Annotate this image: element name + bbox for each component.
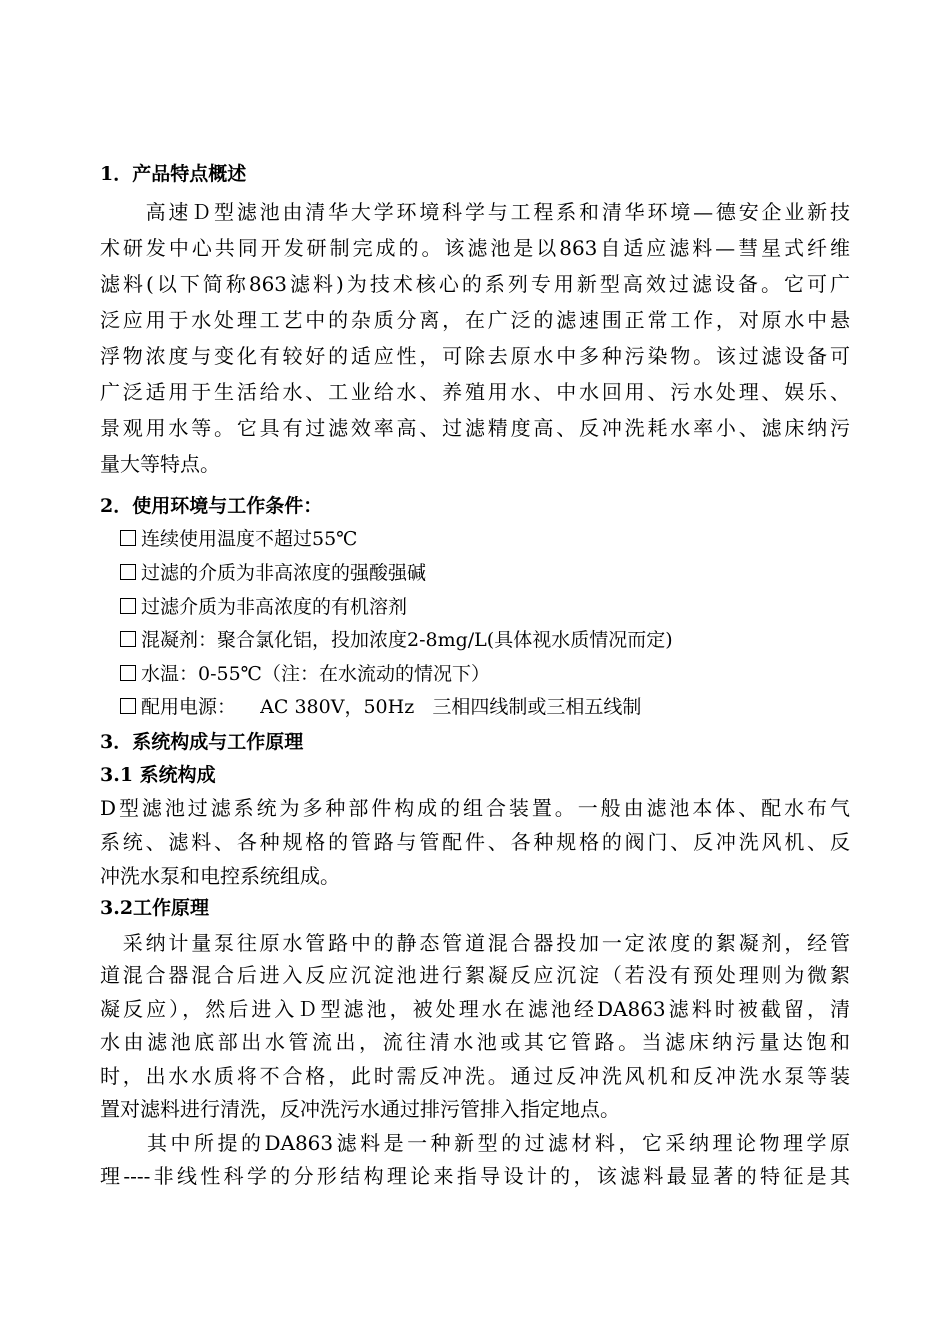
section-3-2-line-4: 水由滤池底部出水管流出，流往清水池或其它管路。当滤床纳污量达饱和 xyxy=(100,1030,850,1054)
section-3-2-line-5: 时，出水水质将不合格，此时需反冲洗。通过反冲洗风机和反冲洗水泵等装 xyxy=(100,1064,850,1088)
section-3-2-line-3: 凝反应），然后进入Ｄ型滤池，被处理水在滤池经DA863滤料时被截留，清 xyxy=(100,997,850,1021)
section-1-line-6: 广泛适用于生活给水、工业给水、养殖用水、中水回用、污水处理、娱乐、 xyxy=(100,380,850,404)
condition-item: 过滤的介质为非高浓度的强酸强碱 xyxy=(120,561,426,585)
section-3-1-line-2: 系统、滤料、各种规格的管路与管配件、各种规格的阀门、反冲洗风机、反 xyxy=(100,830,850,854)
section-1-line-2: 术研发中心共同开发研制完成的。该滤池是以863自适应滤料—彗星式纤维 xyxy=(100,236,850,260)
checkbox-icon xyxy=(120,698,136,714)
section-1-line-8: 量大等特点。 xyxy=(100,452,220,476)
condition-item: 混凝剂：聚合氯化铝，投加浓度2-8mg/L(具体视水质情况而定) xyxy=(120,628,673,652)
section-3-heading: 3．系统构成与工作原理 xyxy=(100,731,304,753)
condition-item: 连续使用温度不超过55℃ xyxy=(120,527,357,551)
condition-item: 配用电源： AC 380V，50Hz 三相四线制或三相五线制 xyxy=(120,695,641,719)
section-1-line-1: 高速Ｄ型滤池由清华大学环境科学与工程系和清华环境—德安企业新技 xyxy=(100,200,850,224)
section-3-1-line-1: D型滤池过滤系统为多种部件构成的组合装置。一般由滤池本体、配水布气 xyxy=(100,796,850,820)
checkbox-icon xyxy=(120,598,136,614)
section-3-2-line-6: 置对滤料进行清洗，反冲洗污水通过排污管排入指定地点。 xyxy=(100,1097,620,1121)
section-1-line-7: 景观用水等。它具有过滤效率高、过滤精度高、反冲洗耗水率小、滤床纳污 xyxy=(100,416,850,440)
section-3-1-heading: 3.1 系统构成 xyxy=(100,764,216,786)
checkbox-icon xyxy=(120,564,136,580)
checkbox-icon xyxy=(120,530,136,546)
section-3-2-line-8: 理----非线性科学的分形结构理论来指导设计的，该滤料最显著的特征是其 xyxy=(100,1164,850,1188)
section-3-2-line-7: 其中所提的DA863滤料是一种新型的过滤材料，它采纳理论物理学原 xyxy=(100,1131,850,1155)
section-1-heading: 1．产品特点概述 xyxy=(100,163,247,185)
section-1-line-5: 浮物浓度与变化有较好的适应性，可除去原水中多种污染物。该过滤设备可 xyxy=(100,344,850,368)
condition-item: 水温：0-55℃（注：在水流动的情况下） xyxy=(120,662,490,686)
section-3-2-heading: 3.2工作原理 xyxy=(100,897,210,919)
section-1-line-3: 滤料(以下简称863滤料)为技术核心的系列专用新型高效过滤设备。它可广 xyxy=(100,272,850,296)
checkbox-icon xyxy=(120,631,136,647)
checkbox-icon xyxy=(120,665,136,681)
section-3-2-line-1: 采纳计量泵往原水管路中的静态管道混合器投加一定浓度的絮凝剂，经管 xyxy=(100,931,850,955)
section-3-2-line-2: 道混合器混合后进入反应沉淀池进行絮凝反应沉淀（若没有预处理则为微絮 xyxy=(100,963,850,987)
section-2-heading: 2．使用环境与工作条件： xyxy=(100,495,323,517)
condition-item: 过滤介质为非高浓度的有机溶剂 xyxy=(120,595,407,619)
section-3-1-line-3: 冲洗水泵和电控系统组成。 xyxy=(100,864,340,888)
section-1-line-4: 泛应用于水处理工艺中的杂质分离，在广泛的滤速围正常工作，对原水中悬 xyxy=(100,308,850,332)
